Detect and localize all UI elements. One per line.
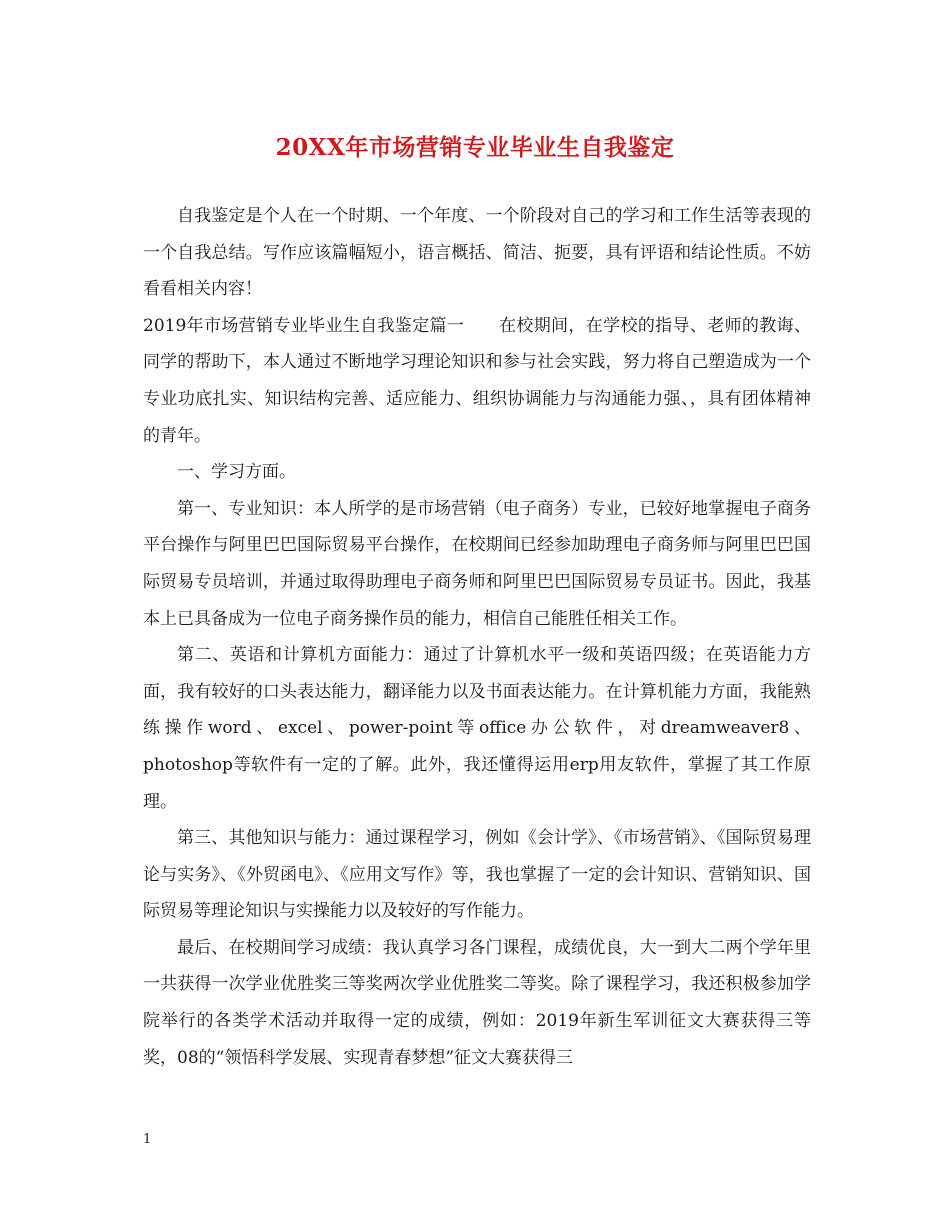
page-number: 1 (143, 1132, 152, 1147)
paragraph-grades: 最后、在校期间学习成绩：我认真学习各门课程，成绩优良，大一到大二两个学年里一共获得一次学业优胜奖三等奖两次学业优胜奖二等奖。除了课程学习，我还积极参加学院举行的各类学术活动并取得一定的成绩，例如：2019年新生军训征文大赛获得三等奖，08的“领悟科学发展、实现青春梦想”征文大赛获得三 (143, 937, 811, 1068)
document-title: 20XX年市场营销专业毕业生自我鉴定 (275, 134, 675, 161)
document-body (143, 198, 811, 1076)
paragraph-english-computer: 第二、英语和计算机方面能力：通过了计算机水平一级和英语四级；在英语能力方面，我有较好的口头表达能力，翻译能力以及书面表达能力。在计算机能力方面，我能熟练操作word、excel、power-point等office办公软件，对dreamweaver8、photoshop等软件有一定的了解。此外，我还懂得运用erp用友软件，掌握了其工作原理。 (143, 645, 811, 812)
paragraph-heading-study: 一、学习方面。 (177, 462, 296, 483)
paragraph-other-knowledge: 第三、其他知识与能力：通过课程学习，例如《会计学》、《市场营销》、《国际贸易理论与实务》、《外贸函电》、《应用文写作》等，我也掌握了一定的会计知识、营销知识、国际贸易等理论知识与实操能力以及较好的写作能力。 (143, 828, 811, 922)
paragraph-professional-knowledge: 第一、专业知识：本人所学的是市场营销（电子商务）专业，已较好地掌握电子商务平台操作与阿里巴巴国际贸易平台操作，在校期间已经参加助理电子商务师与阿里巴巴国际贸易专员培训，并通过取得助理电子商务师和阿里巴巴国际贸易专员证书。因此，我基本上已具备成为一位电子商务操作员的能力，相信自己能胜任相关工作。 (143, 498, 811, 629)
paragraph-intro: 自我鉴定是个人在一个时期、一个年度、一个阶段对自己的学习和工作生活等表现的一个自我总结。写作应该篇幅短小，语言概括、简洁、扼要，具有评语和结论性质。不妨看看相关内容！ (143, 206, 811, 300)
paragraph-section-one: 2019年市场营销专业毕业生自我鉴定篇一 在校期间，在学校的指导、老师的教诲、同学的帮助下，本人通过不断地学习理论知识和参与社会实践，努力将自己塑造成为一个专业功底扎实、知识结构完善、适应能力、组织协调能力与沟通能力强、，具有团体精神的青年。 (143, 315, 811, 446)
